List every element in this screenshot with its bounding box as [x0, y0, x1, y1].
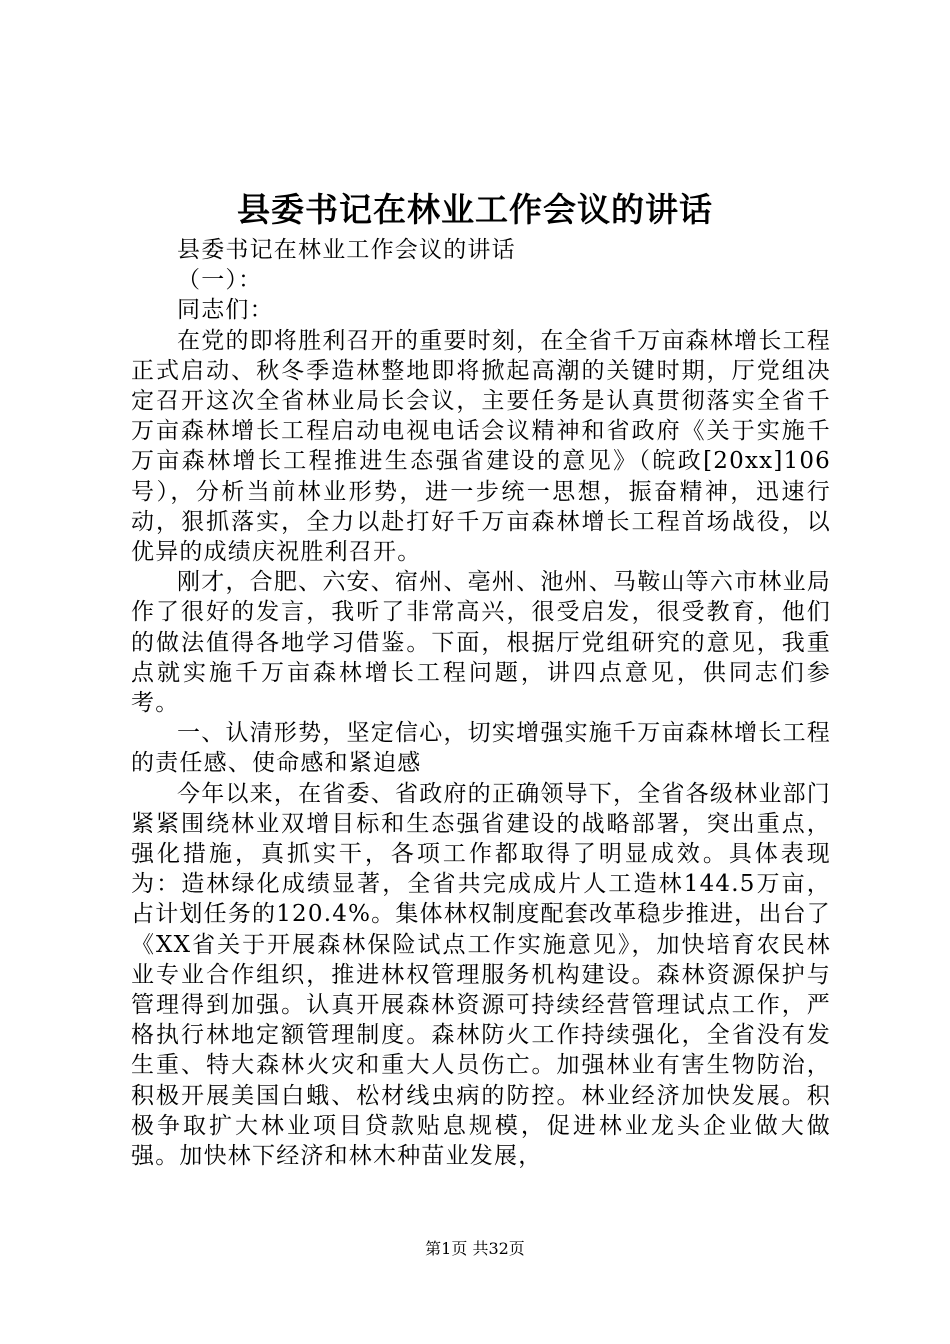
page-footer: 第1页 共32页	[425, 1239, 525, 1258]
paragraph-heading: 一、认清形势，坚定信心，切实增强实施千万亩森林增长工程的责任感、使命感和紧迫感	[131, 720, 831, 777]
document-body	[131, 235, 831, 1171]
paragraph-subtitle: 县委书记在林业工作会议的讲话	[177, 237, 516, 263]
paragraph-body: 在党的即将胜利召开的重要时刻，在全省千万亩森林增长工程正式启动、秋冬季造林整地即将掀起高潮的关键时期，厅党组决定召开这次全省林业局长会议，主要任务是认真贯彻落实全省千万亩森林增长工程启动电视电话会议精神和省政府《关于实施千万亩森林增长工程推进生态强省建设的意见》（皖政[20xx]106号），分析当前林业形势，进一步统一思想，振奋精神，迅速行动，狠抓落实，全力以赴打好千万亩森林增长工程首场战役，以优异的成绩庆祝胜利召开。	[131, 327, 831, 566]
paragraph-salutation: 同志们：	[177, 297, 274, 324]
paragraph-body: 今年以来，在省委、省政府的正确领导下，全省各级林业部门紧紧围绕林业双增目标和生态强省建设的战略部署，突出重点，强化措施，真抓实干，各项工作都取得了明显成效。具体表现为：造林绿化成绩显著，全省共完成成片人工造林144.5万亩，占计划任务的120.4%。集体林权制度配套改革稳步推进，出台了《XX省关于开展森林保险试点工作实施意见》，加快培育农民林业专业合作组织，推进林权管理服务机构建设。森林资源保护与管理得到加强。认真开展森林资源可持续经营管理试点工作，严格执行林地定额管理制度。森林防火工作持续强化，全省没有发生重、特大森林火灾和重大人员伤亡。加强林业有害生物防治，积极开展美国白蛾、松材线虫病的防控。林业经济加快发展。积极争取扩大林业项目贷款贴息规模，促进林业龙头企业做大做强。加快林下经济和林木种苗业发展，	[131, 780, 831, 1170]
page-title: 县委书记在林业工作会议的讲话	[237, 190, 713, 229]
paragraph-section-number: （一）：	[177, 267, 263, 294]
paragraph-body: 刚才，合肥、六安、宿州、亳州、池州、马鞍山等六市林业局作了很好的发言，我听了非常高兴，很受启发，很受教育，他们的做法值得各地学习借鉴。下面，根据厅党组研究的意见，我重点就实施千万亩森林增长工程问题，讲四点意见，供同志们参考。	[131, 569, 831, 717]
